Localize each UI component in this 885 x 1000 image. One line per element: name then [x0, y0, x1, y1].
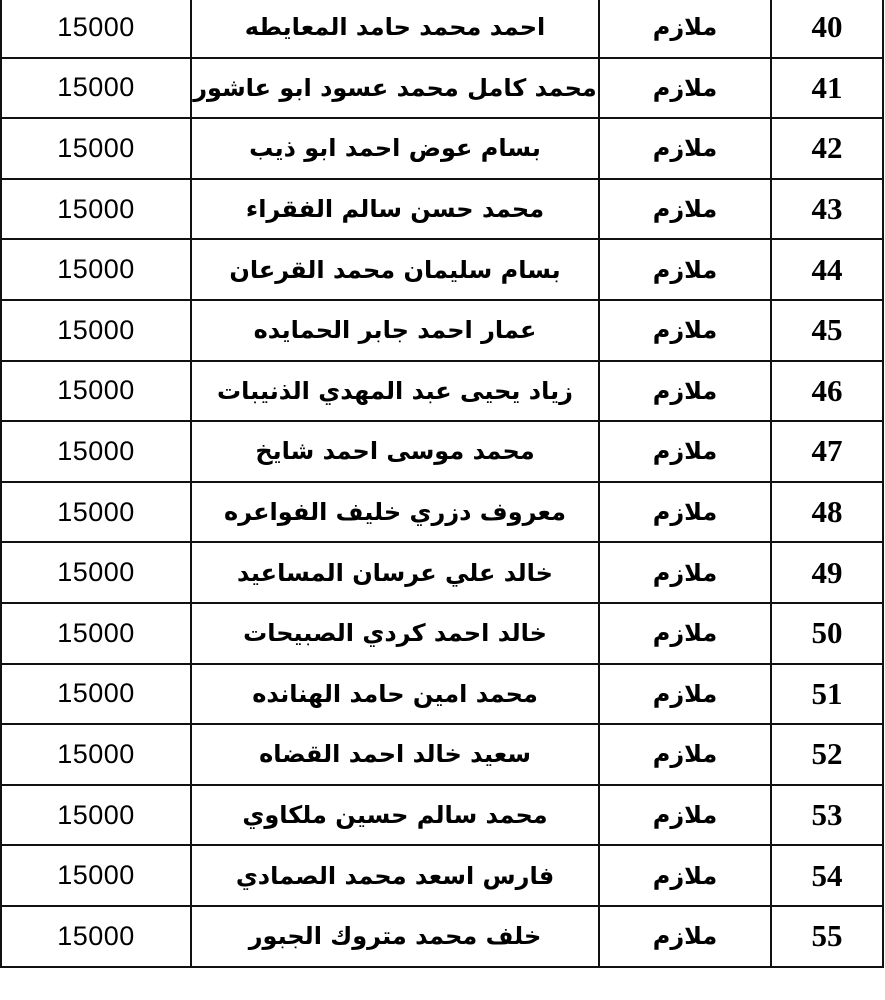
amount-cell: 15000 — [1, 0, 191, 58]
number-cell: 51 — [771, 664, 883, 725]
table-row — [1, 361, 883, 422]
name-cell: سعيد خالد احمد القضاه — [191, 724, 599, 785]
amount-cell: 15000 — [1, 785, 191, 846]
table-row — [1, 845, 883, 906]
name-cell: خالد علي عرسان المساعيد — [191, 542, 599, 603]
name-cell: محمد كامل محمد عسود ابو عاشور — [191, 58, 599, 119]
number-cell: 40 — [771, 0, 883, 58]
table-row — [1, 482, 883, 543]
name-cell: خلف محمد متروك الجبور — [191, 906, 599, 967]
roster-table-body — [1, 0, 883, 967]
amount-cell: 15000 — [1, 118, 191, 179]
number-cell: 46 — [771, 361, 883, 422]
name-cell: فارس اسعد محمد الصمادي — [191, 845, 599, 906]
rank-cell: ملازم — [599, 482, 771, 543]
rank-cell: ملازم — [599, 58, 771, 119]
number-cell: 41 — [771, 58, 883, 119]
number-cell: 49 — [771, 542, 883, 603]
amount-cell: 15000 — [1, 300, 191, 361]
rank-cell: ملازم — [599, 118, 771, 179]
table-row — [1, 664, 883, 725]
rank-cell: ملازم — [599, 542, 771, 603]
rank-cell: ملازم — [599, 239, 771, 300]
amount-cell: 15000 — [1, 58, 191, 119]
rank-cell: ملازم — [599, 179, 771, 240]
rank-cell: ملازم — [599, 421, 771, 482]
table-row — [1, 239, 883, 300]
table-row — [1, 118, 883, 179]
amount-cell: 15000 — [1, 845, 191, 906]
name-cell: محمد موسى احمد شايخ — [191, 421, 599, 482]
amount-cell: 15000 — [1, 664, 191, 725]
table-row — [1, 0, 883, 58]
amount-cell: 15000 — [1, 603, 191, 664]
table-row — [1, 603, 883, 664]
rank-cell: ملازم — [599, 664, 771, 725]
name-cell: احمد محمد حامد المعايطه — [191, 0, 599, 58]
number-cell: 55 — [771, 906, 883, 967]
amount-cell: 15000 — [1, 421, 191, 482]
table-row — [1, 724, 883, 785]
rank-cell: ملازم — [599, 361, 771, 422]
amount-cell: 15000 — [1, 724, 191, 785]
number-cell: 43 — [771, 179, 883, 240]
table-row — [1, 542, 883, 603]
rank-cell: ملازم — [599, 0, 771, 58]
table-row — [1, 785, 883, 846]
amount-cell: 15000 — [1, 239, 191, 300]
name-cell: محمد حسن سالم الفقراء — [191, 179, 599, 240]
table-row — [1, 906, 883, 967]
number-cell: 45 — [771, 300, 883, 361]
table-row — [1, 179, 883, 240]
name-cell: محمد امين حامد الهنانده — [191, 664, 599, 725]
amount-cell: 15000 — [1, 179, 191, 240]
rank-cell: ملازم — [599, 785, 771, 846]
number-cell: 54 — [771, 845, 883, 906]
rank-cell: ملازم — [599, 300, 771, 361]
number-cell: 48 — [771, 482, 883, 543]
name-cell: زياد يحيى عبد المهدي الذنيبات — [191, 361, 599, 422]
number-cell: 42 — [771, 118, 883, 179]
name-cell: محمد سالم حسين ملكاوي — [191, 785, 599, 846]
rank-cell: ملازم — [599, 724, 771, 785]
rank-cell: ملازم — [599, 906, 771, 967]
amount-cell: 15000 — [1, 906, 191, 967]
amount-cell: 15000 — [1, 361, 191, 422]
amount-cell: 15000 — [1, 482, 191, 543]
name-cell: بسام سليمان محمد القرعان — [191, 239, 599, 300]
name-cell: عمار احمد جابر الحمايده — [191, 300, 599, 361]
rank-cell: ملازم — [599, 603, 771, 664]
number-cell: 47 — [771, 421, 883, 482]
rank-cell: ملازم — [599, 845, 771, 906]
name-cell: خالد احمد كردي الصبيحات — [191, 603, 599, 664]
number-cell: 50 — [771, 603, 883, 664]
amount-cell: 15000 — [1, 542, 191, 603]
table-row — [1, 58, 883, 119]
table-row — [1, 300, 883, 361]
name-cell: معروف دزري خليف الفواعره — [191, 482, 599, 543]
name-cell: بسام عوض احمد ابو ذيب — [191, 118, 599, 179]
number-cell: 53 — [771, 785, 883, 846]
table-row — [1, 421, 883, 482]
number-cell: 52 — [771, 724, 883, 785]
number-cell: 44 — [771, 239, 883, 300]
